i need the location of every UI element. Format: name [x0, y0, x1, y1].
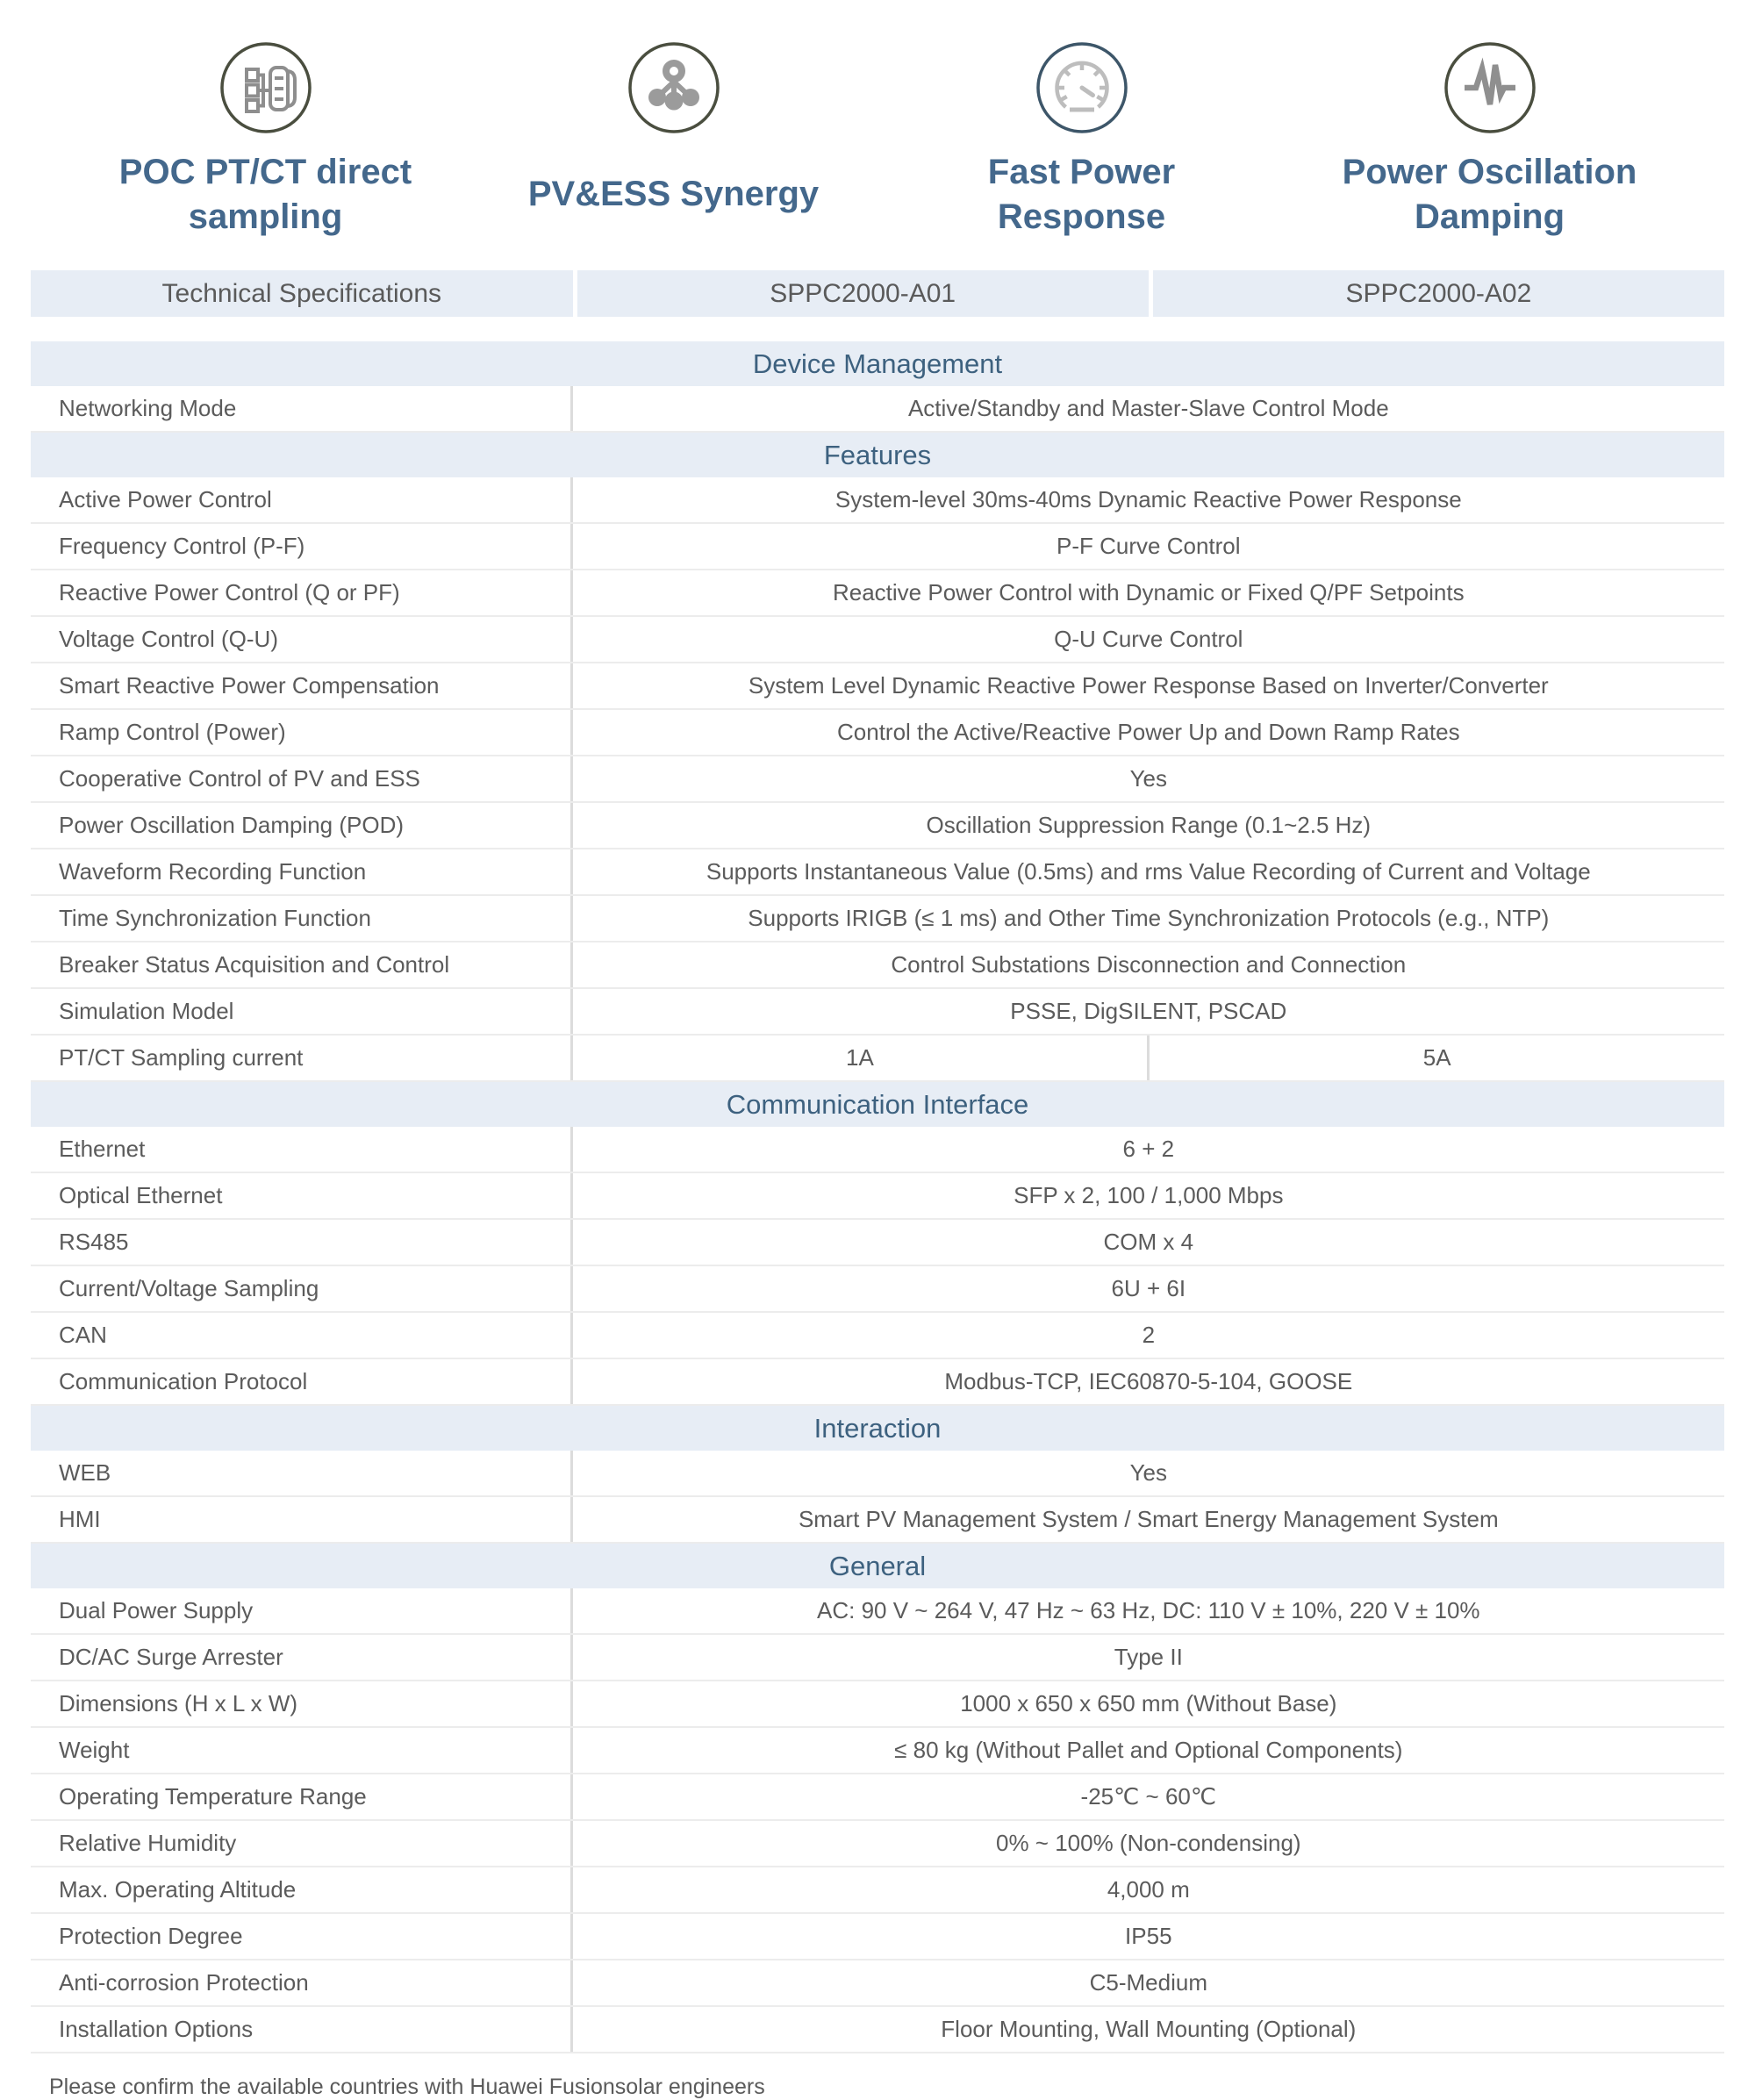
row-value: Supports Instantaneous Value (0.5ms) and rms Value Recording of Current and Voltage — [706, 858, 1591, 885]
spec-row — [31, 710, 1724, 756]
row-value: AC: 90 V ~ 264 V, 47 Hz ~ 63 Hz, DC: 110 V ± 10%, 220 V ± 10% — [817, 1597, 1480, 1623]
row-label: Smart Reactive Power Compensation — [31, 663, 573, 708]
row-label: Cooperative Control of PV and ESS — [31, 756, 573, 801]
spec-row — [31, 2007, 1724, 2053]
row-label: Weight — [31, 1728, 573, 1773]
row-value: SFP x 2, 100 / 1,000 Mbps — [1014, 1182, 1284, 1208]
row-value: IP55 — [1125, 1923, 1172, 1949]
row-value: Smart PV Management System / Smart Energy Management System — [798, 1506, 1499, 1532]
row-value: Supports IRIGB (≤ 1 ms) and Other Time Synchronization Protocols (e.g., NTP) — [748, 905, 1550, 931]
highlight-label: PV&ESS Synergy — [527, 175, 820, 214]
row-label: Relative Humidity — [31, 1821, 573, 1866]
row-value: 6U + 6I — [1111, 1275, 1186, 1301]
spec-row — [31, 477, 1724, 524]
poc-pt-ct-direct-sampling-icon — [219, 41, 312, 134]
icon-wrap — [219, 39, 312, 137]
spec-row — [31, 524, 1724, 570]
row-label: Anti-corrosion Protection — [31, 1960, 573, 2005]
spec-row — [31, 1728, 1724, 1774]
spec-row — [31, 989, 1724, 1036]
row-label: Communication Protocol — [31, 1359, 573, 1404]
row-label: Max. Operating Altitude — [31, 1867, 573, 1912]
spec-row — [31, 570, 1724, 617]
section-header-communication-interface: Communication Interface — [31, 1082, 1724, 1127]
spec-row — [31, 1867, 1724, 1914]
row-label: Dimensions (H x L x W) — [31, 1681, 573, 1726]
spec-table-body — [31, 341, 1724, 2053]
row-label: Simulation Model — [31, 989, 573, 1034]
spec-row — [31, 1266, 1724, 1313]
spec-table — [31, 270, 1724, 2053]
spec-row — [31, 1774, 1724, 1821]
spec-row — [31, 1960, 1724, 2007]
spec-row — [31, 1313, 1724, 1359]
spec-table-header — [31, 270, 1724, 317]
row-label: Installation Options — [31, 2007, 573, 2052]
icon-wrap — [1035, 39, 1128, 137]
row-label: HMI — [31, 1497, 573, 1542]
spec-row — [31, 1497, 1724, 1544]
highlight-item-pv-ess-synergy — [469, 39, 878, 240]
row-value: C5-Medium — [1089, 1969, 1207, 1996]
row-value: 1A — [846, 1044, 874, 1071]
row-value: 2 — [1142, 1322, 1156, 1348]
fast-power-response-icon — [1035, 41, 1128, 134]
row-value: COM x 4 — [1103, 1229, 1194, 1255]
spec-row — [31, 942, 1724, 989]
row-value: P-F Curve Control — [1057, 533, 1241, 559]
spec-row — [31, 1588, 1724, 1635]
spec-row — [31, 1451, 1724, 1497]
row-label: Current/Voltage Sampling — [31, 1266, 573, 1311]
power-oscillation-damping-icon — [1443, 41, 1537, 134]
header-cell-model-a02: SPPC2000-A02 — [1153, 270, 1724, 317]
row-label: WEB — [31, 1451, 573, 1495]
spec-row — [31, 849, 1724, 896]
highlight-label: Power Oscillation Damping — [1342, 152, 1637, 236]
row-value: System-level 30ms-40ms Dynamic Reactive Power Response — [835, 486, 1462, 512]
row-value: 5A — [1147, 1036, 1724, 1080]
row-label: Active Power Control — [31, 477, 573, 522]
spec-row — [31, 1359, 1724, 1406]
spec-row — [31, 1821, 1724, 1867]
row-value: 0% ~ 100% (Non-condensing) — [995, 1830, 1301, 1856]
spec-row — [31, 803, 1724, 849]
row-label: Networking Mode — [31, 386, 573, 431]
row-label: Waveform Recording Function — [31, 849, 573, 894]
spec-row — [31, 1220, 1724, 1266]
row-label: Operating Temperature Range — [31, 1774, 573, 1819]
spec-row — [31, 1681, 1724, 1728]
row-label: Ramp Control (Power) — [31, 710, 573, 755]
section-header-interaction: Interaction — [31, 1406, 1724, 1451]
row-value: 1000 x 650 x 650 mm (Without Base) — [960, 1690, 1337, 1717]
row-value: Control the Active/Reactive Power Up and Down Ramp Rates — [837, 719, 1460, 745]
icon-wrap — [627, 39, 720, 137]
row-label: Ethernet — [31, 1127, 573, 1172]
row-value: Active/Standby and Master-Slave Control Mode — [907, 395, 1389, 421]
spec-row — [31, 896, 1724, 942]
row-value: Q-U Curve Control — [1054, 626, 1243, 652]
row-value: Modbus-TCP, IEC60870-5-104, GOOSE — [944, 1368, 1353, 1394]
row-label: Optical Ethernet — [31, 1173, 573, 1218]
row-label: Protection Degree — [31, 1914, 573, 1959]
row-label: Dual Power Supply — [31, 1588, 573, 1633]
spec-row — [31, 1173, 1724, 1220]
pv-ess-synergy-icon — [627, 41, 720, 134]
spec-row — [31, 756, 1724, 803]
footnote: Please confirm the available countries with Huawei Fusionsolar engineers — [49, 2075, 765, 2099]
row-label: DC/AC Surge Arrester — [31, 1635, 573, 1680]
highlight-item-fast-power-response — [878, 39, 1286, 240]
spec-row — [31, 1127, 1724, 1173]
header-cell-model-a01: SPPC2000-A01 — [577, 270, 1149, 317]
product-highlights — [61, 39, 1694, 240]
row-label: Power Oscillation Damping (POD) — [31, 803, 573, 848]
row-label: Time Synchronization Function — [31, 896, 573, 941]
row-value: Type II — [1114, 1644, 1183, 1670]
section-header-general: General — [31, 1544, 1724, 1588]
row-label: Voltage Control (Q-U) — [31, 617, 573, 662]
spec-row — [31, 663, 1724, 710]
highlight-label: Fast Power Response — [987, 152, 1176, 236]
header-cell-title: Technical Specifications — [31, 270, 573, 317]
row-label: Frequency Control (P-F) — [31, 524, 573, 569]
spec-row — [31, 1036, 1724, 1082]
row-value: System Level Dynamic Reactive Power Response Based on Inverter/Converter — [748, 672, 1549, 699]
section-header-device-management: Device Management — [31, 341, 1724, 386]
spec-row — [31, 1914, 1724, 1960]
row-label: RS485 — [31, 1220, 573, 1265]
icon-wrap — [1443, 39, 1537, 137]
row-label: Breaker Status Acquisition and Control — [31, 942, 573, 987]
row-value: Reactive Power Control with Dynamic or Fixed Q/PF Setpoints — [832, 579, 1465, 606]
row-value: PSSE, DigSILENT, PSCAD — [1010, 998, 1287, 1024]
row-value: Oscillation Suppression Range (0.1~2.5 Hz) — [926, 812, 1372, 838]
spec-row — [31, 617, 1724, 663]
row-value: Yes — [1129, 765, 1167, 792]
highlight-item-poc-sampling — [61, 39, 469, 240]
row-value: Floor Mounting, Wall Mounting (Optional) — [941, 2016, 1357, 2042]
row-value: 4,000 m — [1107, 1876, 1190, 1903]
spec-row — [31, 1635, 1724, 1681]
spec-row — [31, 386, 1724, 433]
row-value: ≤ 80 kg (Without Pallet and Optional Components) — [894, 1737, 1403, 1763]
row-value: -25℃ ~ 60℃ — [1080, 1783, 1217, 1810]
row-value: Yes — [1129, 1459, 1167, 1486]
section-header-features: Features — [31, 433, 1724, 477]
row-value: Control Substations Disconnection and Connection — [891, 951, 1407, 978]
row-label: Reactive Power Control (Q or PF) — [31, 570, 573, 615]
row-label: CAN — [31, 1313, 573, 1358]
highlight-item-power-oscillation-damping — [1286, 39, 1694, 240]
row-value: 6 + 2 — [1122, 1136, 1175, 1162]
highlight-label: POC PT/CT direct sampling — [118, 152, 412, 236]
row-label: PT/CT Sampling current — [31, 1036, 573, 1080]
